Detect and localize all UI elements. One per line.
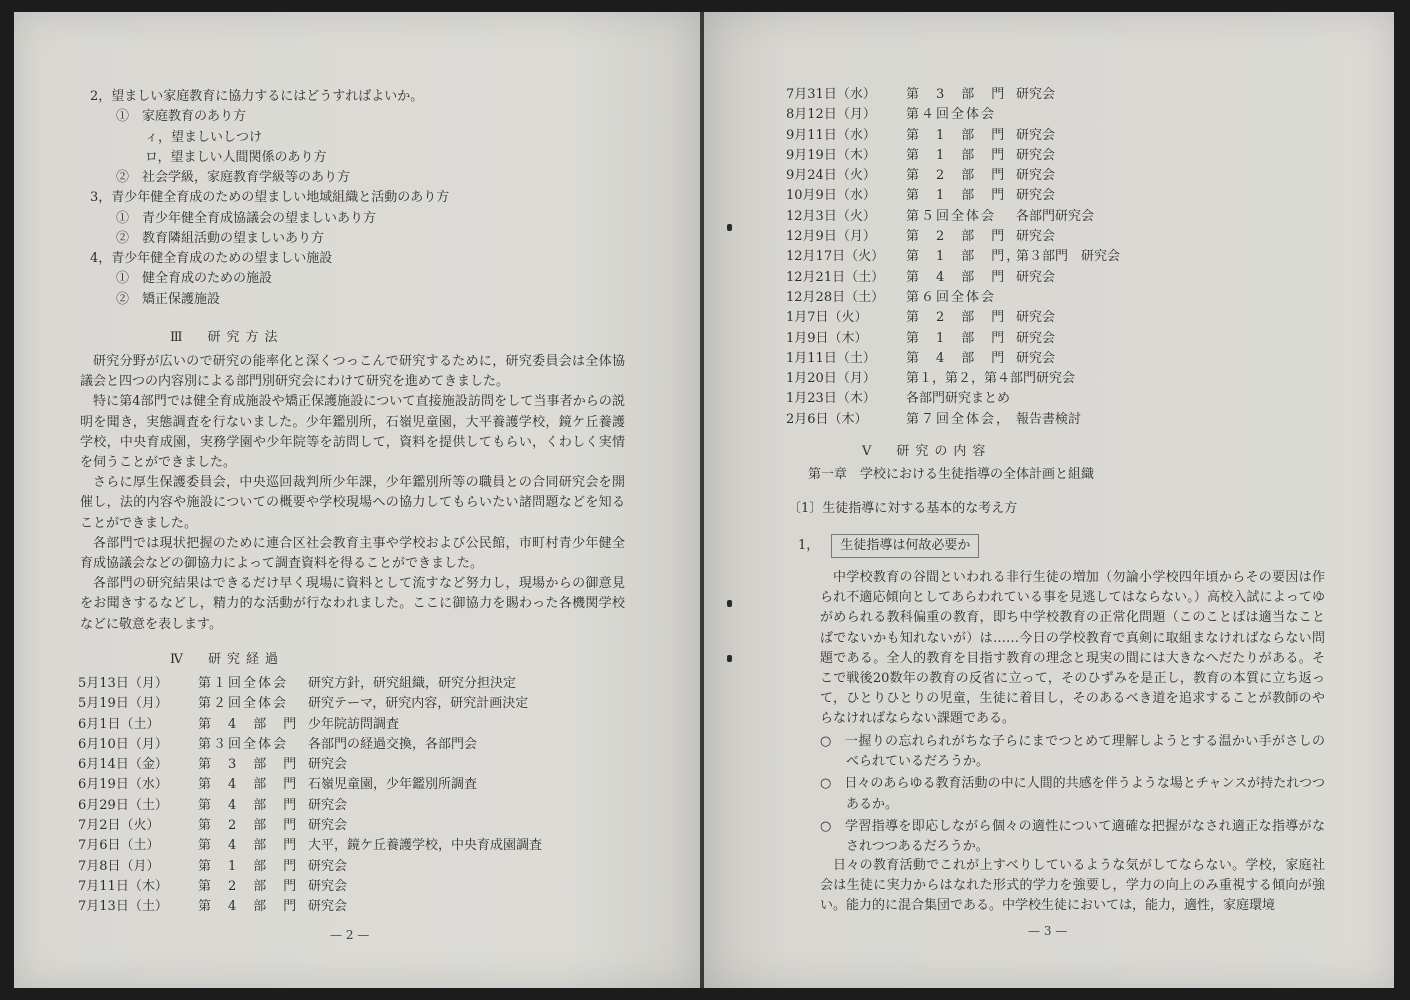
schedule-event: 第 4 部 門 <box>198 838 299 854</box>
schedule-note: 研究会 <box>1016 168 1056 184</box>
schedule-note: 少年院訪問調査 <box>308 716 400 732</box>
schedule-date: 6月29日（土） <box>78 797 168 813</box>
checklist-item: ○ 一握りの忘れられがちな子らにまでつとめて理解しようとする温かい手がさしのべられているだろうか。 <box>820 734 1325 770</box>
schedule-date: 9月19日（木） <box>786 147 876 163</box>
schedule-table <box>786 85 1120 430</box>
schedule-date: 6月14日（金） <box>78 757 168 773</box>
schedule-note: 研究会 <box>308 797 348 813</box>
paragraph: さらに厚生保護委員会，中央巡回裁判所少年課，少年鑑別所等の職員との合同研究会を開催し，法的内容や施設についての概要や学校現場への協力してもらいたい諸問題などを知ることができました。 <box>80 475 625 531</box>
schedule-date: 8月12日（月） <box>786 107 876 123</box>
schedule-note: 研究会 <box>308 858 348 874</box>
schedule-event: 各部門研究まとめ <box>906 391 1011 407</box>
paragraph: 日々の教育活動でこれが上すべりしているような気がしてならない。学校，家庭社会は生徒に実力からはなれた形式的学力を強要し，学力の向上のみ重視する傾向が強い。能力的に混合集団である。中学校生徒においては，能力，適性，家庭環境 <box>820 858 1325 914</box>
paragraph: 各部門では現状把握のために連合区社会教育主事や学校および公民館，市町村青少年健全育成協議会などの御協力によって調査資料を得ることができました。 <box>80 535 625 572</box>
paragraph: 中学校教育の谷間といわれる非行生徒の増加（勿論小学校四年頃からその要因は作られ不適応傾向としてあらわれている事を見逃してはならない。）高校入試によってゆがめられる教科偏重の教育，即ち中学校教育の正常化問題（このことばは適当なことばでないかも知れないが）は……今日の学校教育で真剣に取組まなければならない問題である。全人的教育を目指す教育の理念と現実の間には大きなへだたりがある。そこで戦後20数年の教育の反省に立って，そのひずみを是正し，教育の本質に立ち返って，ひとりひとりの児童，生徒に着目し，そのあるべき道を追求することが教師のやらなければならない課題である。 <box>820 570 1325 727</box>
schedule-row <box>78 836 542 856</box>
schedule-event: 第 4 部 門 <box>198 899 299 915</box>
schedule-event: 第３回全体会 <box>198 736 289 752</box>
schedule-row <box>786 288 1120 308</box>
schedule-note: 研究会 <box>1016 87 1056 102</box>
schedule-note: 研究方針，研究組織，研究分担決定 <box>308 676 517 691</box>
outline-item: ロ，望ましい人間関係のあり方 <box>145 150 327 165</box>
schedule-row <box>786 146 1120 166</box>
schedule-row <box>78 715 542 735</box>
outline-item: ② 矯正保護施設 <box>116 292 221 307</box>
schedule-event: 第 2 部 門 <box>198 818 299 834</box>
item-title-box: 生徒指導は何故必要か <box>831 534 979 558</box>
schedule-row <box>78 816 542 836</box>
schedule-date: 1月20日（月） <box>786 371 876 387</box>
schedule-note: 研究会 <box>1016 229 1056 245</box>
schedule-date: 5月19日（月） <box>78 696 168 712</box>
schedule-row <box>786 247 1120 267</box>
section-heading: Ⅲ 研究方法 <box>170 330 284 345</box>
binding-hole <box>727 224 732 231</box>
outline-item: 3，青少年健全育成のための望ましい地域組織と活動のあり方 <box>90 190 450 205</box>
binding-hole <box>727 600 732 607</box>
schedule-note: 研究会 <box>1016 310 1056 326</box>
schedule-event: 第４回全体会 <box>906 107 997 123</box>
schedule-note: 研究会 <box>308 757 348 773</box>
subsection-title: 〔1〕生徒指導に対する基本的な考え方 <box>788 501 1018 516</box>
schedule-event: 第５回全体会 <box>906 208 997 224</box>
schedule-date: 12月3日（火） <box>786 208 876 224</box>
schedule-date: 9月24日（火） <box>786 168 876 184</box>
schedule-event: 第 4 部 門 <box>906 269 1007 285</box>
schedule-date: 7月13日（土） <box>78 899 168 915</box>
schedule-date: 1月23日（木） <box>786 391 876 407</box>
section-heading: Ⅴ 研究の内容 <box>862 444 992 459</box>
schedule-event: 第 4 部 門 <box>198 716 299 732</box>
checklist-item: ○ 日々のあらゆる教育活動の中に人間的共感を伴うような場とチャンスが持たれつつあるか。 <box>820 776 1325 812</box>
schedule-note: 研究会 <box>1016 147 1056 163</box>
page-number: — 3 — <box>1028 924 1068 938</box>
paragraph: 特に第4部門では健全育成施設や矯正保護施設について直接施設訪問をして当事者からの説明を聞き，実態調査を行ないました。少年鑑別所，石嶺児童園，大平養護学校，鏡ケ丘養護学校，中央育成園，実務学園や少年院等を訪問して，資料を提供してもらい，くわしく実情を伺うことができました。 <box>80 394 625 471</box>
schedule-note: 研究会 <box>1016 350 1056 366</box>
schedule-event: 第 1 部 門 <box>906 188 1007 204</box>
schedule-note: 研究テーマ，研究内容，研究計画決定 <box>308 696 529 712</box>
schedule-row <box>78 775 542 795</box>
schedule-row <box>78 755 542 775</box>
schedule-row <box>786 389 1120 409</box>
schedule-note: 研究会 <box>1016 127 1056 143</box>
schedule-date: 7月11日（木） <box>78 878 168 894</box>
schedule-event: 第 1 部 門 <box>906 147 1007 163</box>
schedule-row <box>78 674 542 694</box>
schedule-event: 第６回全体会 <box>906 289 997 305</box>
schedule-row <box>786 105 1120 125</box>
checklist <box>820 732 1325 857</box>
schedule-row <box>78 694 542 714</box>
schedule-row <box>786 85 1120 105</box>
schedule-note: 研究会 <box>1016 330 1056 346</box>
schedule-event: 第 3 部 門 <box>198 757 299 773</box>
schedule-row <box>786 369 1120 389</box>
checklist-item: ○ 学習指導を即応しながら個々の適性について適確な把握がなされ適正な指導がなされつつあるだろうか。 <box>820 818 1325 855</box>
schedule-date: 7月8日（月） <box>78 858 160 874</box>
schedule-row <box>786 410 1120 430</box>
schedule-row <box>786 308 1120 328</box>
schedule-date: 12月9日（月） <box>786 229 876 245</box>
schedule-event: 第 2 部 門 <box>906 229 1007 245</box>
schedule-event: 第 4 部 門 <box>906 350 1007 366</box>
schedule-event: 第 2 部 門 <box>906 168 1007 184</box>
schedule-row <box>786 126 1120 146</box>
book-gutter <box>700 12 704 988</box>
schedule-note: 研究会 <box>1016 269 1056 285</box>
schedule-date: 7月2日（火） <box>78 818 160 834</box>
schedule-note: 研究会 <box>1016 188 1056 204</box>
schedule-event: 第 2 部 門 <box>198 878 299 894</box>
schedule-note: 研究会 <box>308 878 348 894</box>
schedule-date: 12月17日（火） <box>786 249 885 265</box>
schedule-row <box>786 227 1120 247</box>
schedule-event: 第１，第２，第４部門研究会 <box>906 371 1076 387</box>
schedule-date: 6月10日（月） <box>78 736 168 752</box>
schedule-row <box>78 857 542 877</box>
schedule-note: 石嶺児童園，少年鑑別所調査 <box>308 777 478 793</box>
schedule-note: 各部門研究会 <box>1016 208 1095 224</box>
schedule-date: 2月6日（木） <box>786 411 868 427</box>
schedule-date: 7月31日（水） <box>786 87 876 102</box>
schedule-date: 6月1日（土） <box>78 716 160 732</box>
schedule-event: 第 4 部 門 <box>198 777 299 793</box>
schedule-event: 第７回全体会， <box>906 411 1012 427</box>
schedule-date: 1月11日（土） <box>786 350 876 366</box>
schedule-row <box>786 268 1120 288</box>
outline-item: ② 社会学級，家庭教育学級等のあり方 <box>116 170 351 185</box>
schedule-row <box>786 349 1120 369</box>
page-number: — 2 — <box>330 928 370 942</box>
schedule-date: 7月6日（土） <box>78 838 160 854</box>
outline-item: 2，望ましい家庭教育に協力するにはどうすればよいか。 <box>90 89 424 104</box>
schedule-table <box>78 674 542 918</box>
schedule-date: 1月7日（火） <box>786 310 868 326</box>
outline-item: ② 教育隣組活動の望ましいあり方 <box>116 231 325 246</box>
outline-item: ① 健全育成のための施設 <box>116 271 273 286</box>
schedule-note: 第３部門 研究会 <box>1016 249 1121 265</box>
schedule-event: 第 2 部 門 <box>906 310 1007 326</box>
schedule-date: 6月19日（水） <box>78 777 168 793</box>
schedule-note: 大平，鏡ケ丘養護学校，中央育成園調査 <box>308 838 543 854</box>
schedule-event: 第 1 部 門 <box>906 330 1007 346</box>
item-heading <box>798 534 979 558</box>
schedule-row <box>786 166 1120 186</box>
schedule-date: 1月9日（木） <box>786 330 868 346</box>
schedule-date: 9月11日（水） <box>786 127 876 143</box>
schedule-date: 10月9日（水） <box>786 188 876 204</box>
paragraph: 各部門の研究結果はできるだけ早く現場に資料として流すなど努力し，現場からの御意見をお聞きするなどし，精力的な活動が行なわれました。ここに御協力を賜わった各機関学校などに敬意を表します。 <box>80 576 625 632</box>
chapter-title: 第一章 学校における生徒指導の全体計画と組織 <box>808 467 1095 482</box>
schedule-date: 12月28日（土） <box>786 289 885 305</box>
schedule-event: 第 3 部 門 <box>906 87 1007 102</box>
outline-item: ① 青少年健全育成協議会の望ましいあり方 <box>116 211 377 226</box>
section-heading: Ⅳ 研究経過 <box>170 652 284 667</box>
schedule-row <box>78 735 542 755</box>
schedule-note: 各部門の経過交換，各部門会 <box>308 736 478 752</box>
outline-item: 4，青少年健全育成のための望ましい施設 <box>90 251 333 266</box>
schedule-event: 第１回全体会 <box>198 676 289 691</box>
schedule-note: 研究会 <box>308 899 348 915</box>
schedule-row <box>786 186 1120 206</box>
schedule-date: 5月13日（月） <box>78 676 168 691</box>
schedule-row <box>78 796 542 816</box>
schedule-event: 第 1 部 門 <box>198 858 299 874</box>
schedule-event: 第２回全体会 <box>198 696 289 712</box>
schedule-event: 第 1 部 門， <box>906 249 1022 265</box>
schedule-row <box>786 207 1120 227</box>
outline-item: ィ，望ましいしつけ <box>145 130 263 145</box>
schedule-row <box>78 877 542 897</box>
schedule-row <box>78 897 542 917</box>
schedule-event: 第 4 部 門 <box>198 797 299 813</box>
paragraph: 研究分野が広いので研究の能率化と深くつっこんで研究するために，研究委員会は全体協議会と四つの内容別による部門別研究会にわけて研究を進めてきました。 <box>80 354 625 390</box>
item-number: 1， <box>798 538 820 553</box>
section-body <box>80 352 625 635</box>
schedule-note: 報告書検討 <box>1016 411 1082 427</box>
binding-hole <box>727 655 732 662</box>
schedule-date: 12月21日（土） <box>786 269 885 285</box>
outline-item: ① 家庭教育のあり方 <box>116 109 247 124</box>
schedule-note: 研究会 <box>308 818 348 834</box>
schedule-event: 第 1 部 門 <box>906 127 1007 143</box>
schedule-row <box>786 329 1120 349</box>
